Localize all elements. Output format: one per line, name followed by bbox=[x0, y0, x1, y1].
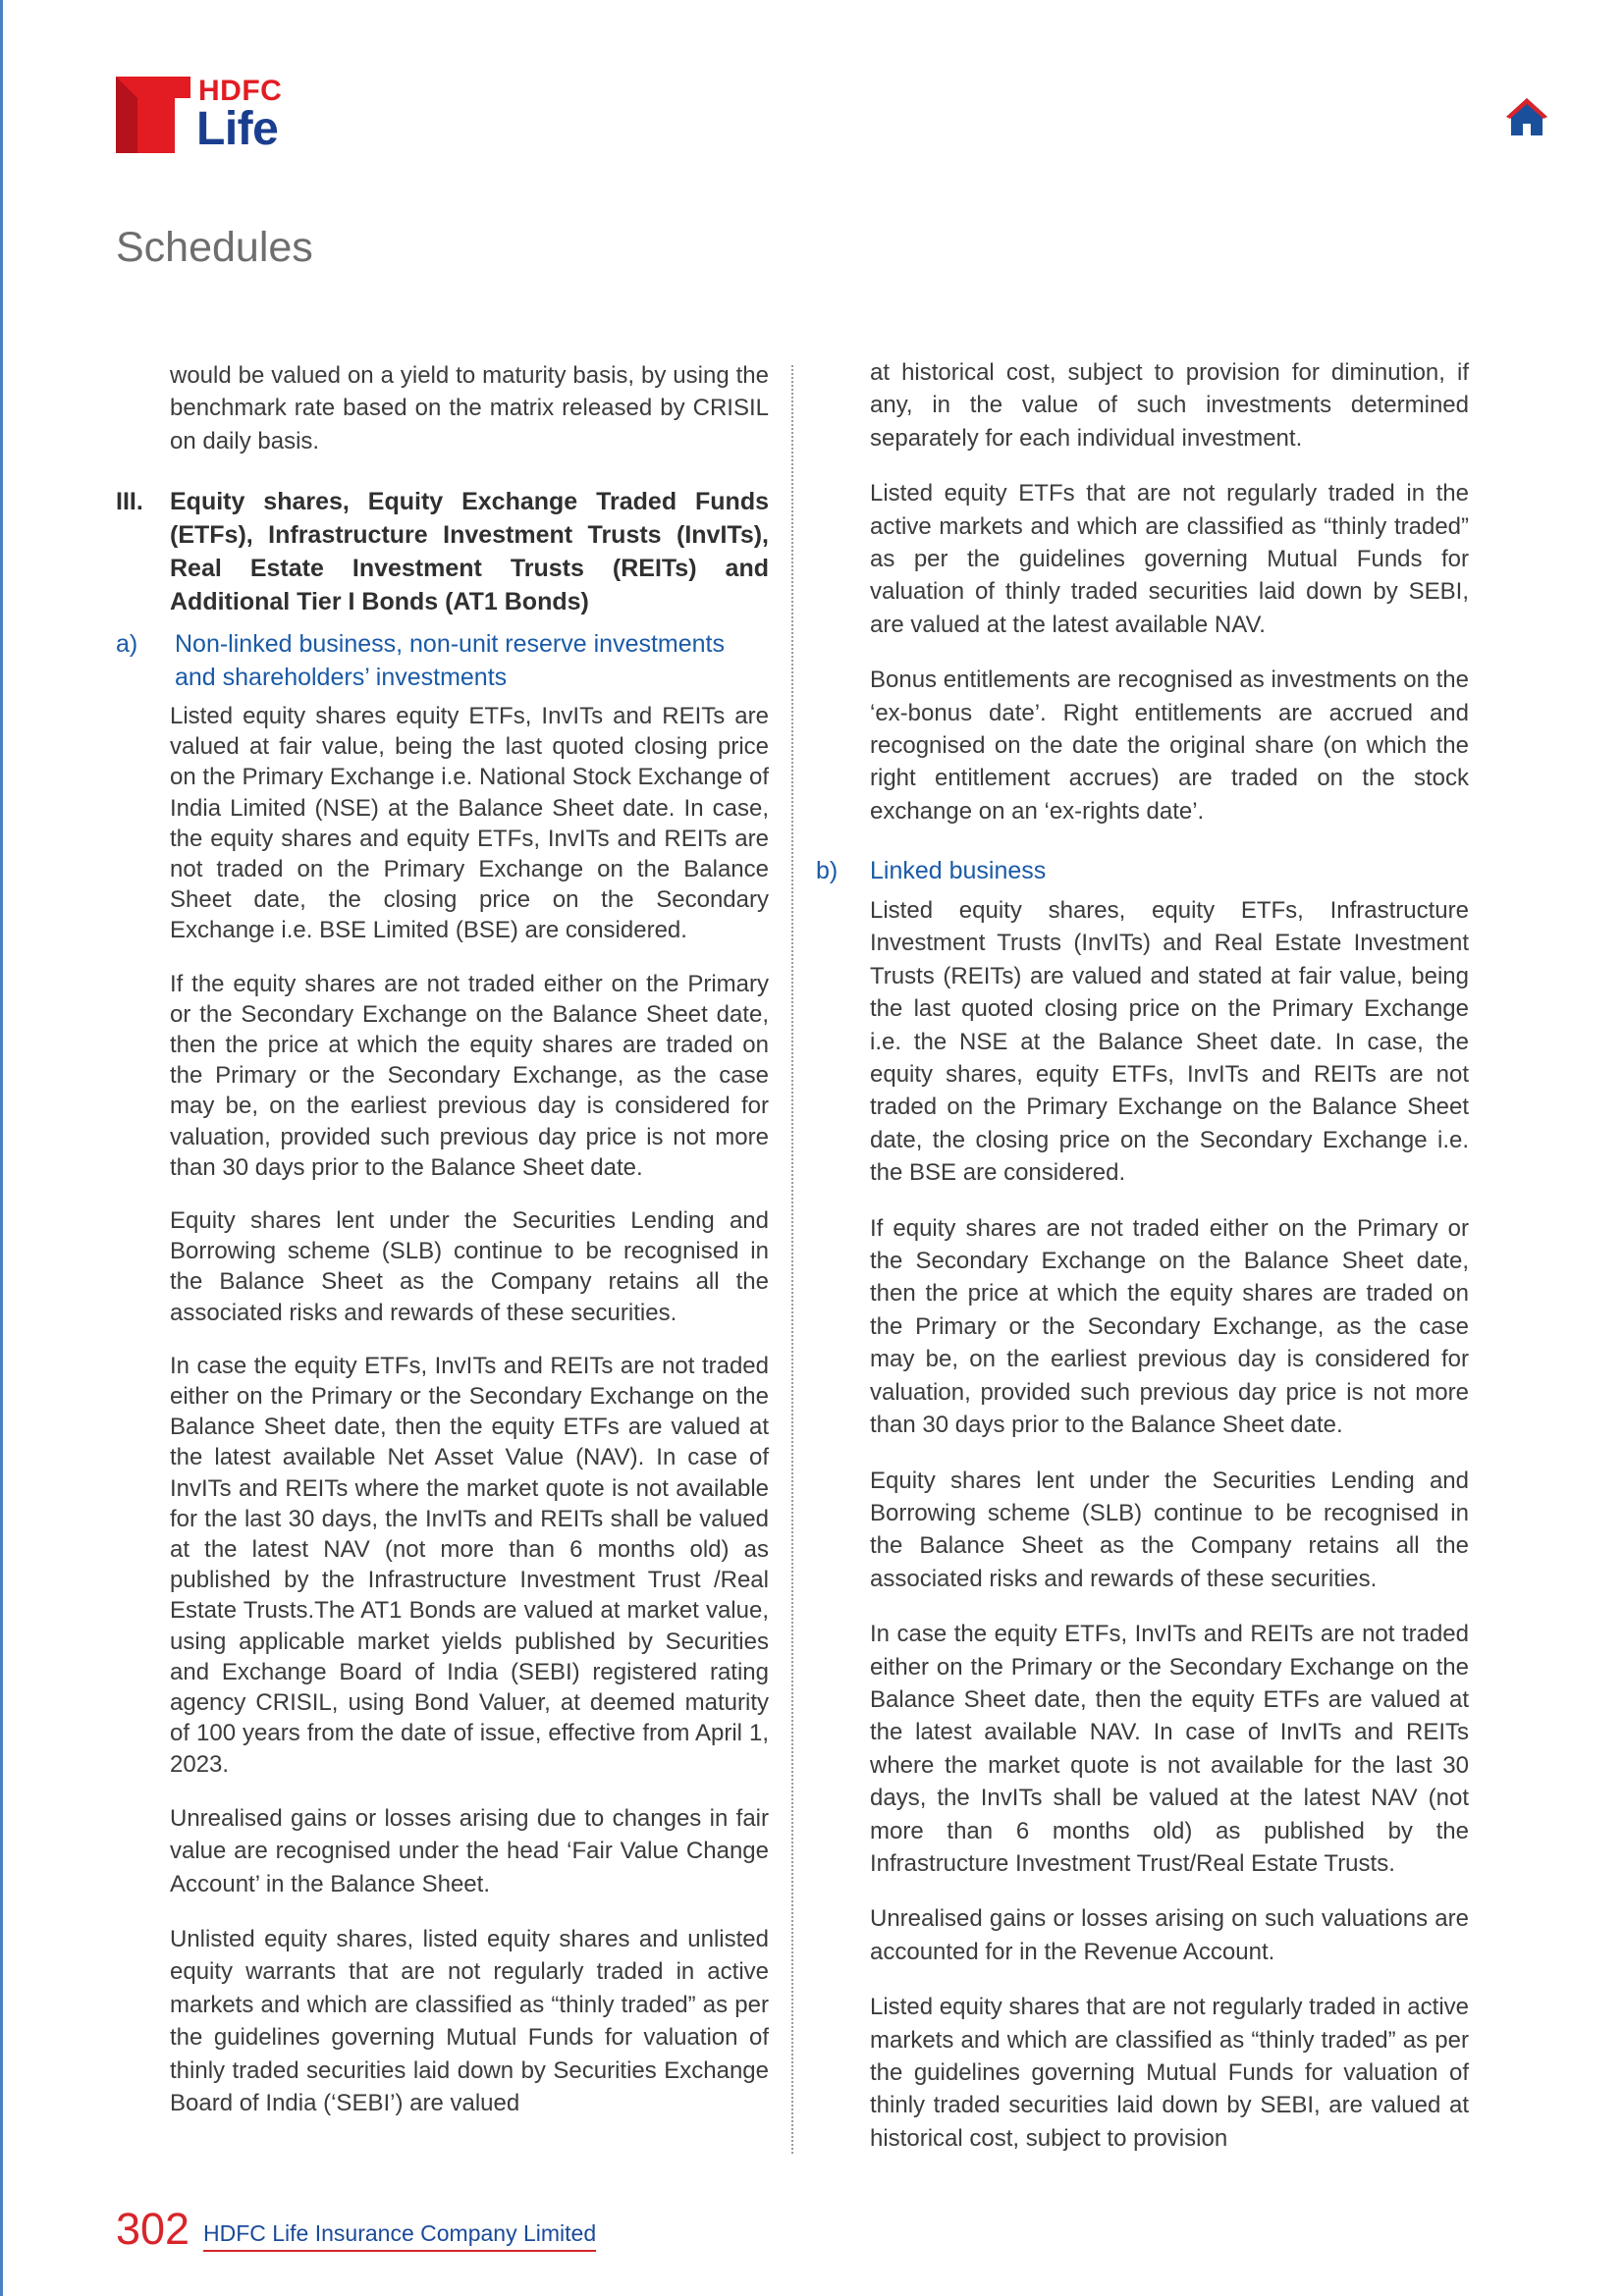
logo-text-hdfc: HDFC bbox=[198, 75, 283, 107]
body-paragraph: Listed equity ETFs that are not regularly traded in the active markets and which are classified as “thinly traded” as per the guidelines governing Mutual Funds for valuation of thinly traded securities laid down by SEBI, are valued at the latest available NAV. bbox=[870, 480, 1469, 638]
body-paragraph: Equity shares lent under the Securities Lending and Borrowing scheme (SLB) continue to be recognised in the Balance Sheet as the Company retains all the associated risks and rewards of these securities. bbox=[870, 1467, 1469, 1592]
column-divider bbox=[791, 365, 793, 2154]
footer-company-name: HDFC Life Insurance Company Limited bbox=[203, 2218, 596, 2252]
body-paragraph: at historical cost, subject to provision for diminution, if any, in the value of such investments determined separately for each individual investment. bbox=[870, 359, 1469, 452]
body-paragraph: Unrealised gains or losses arising due to changes in fair value are recognised under the head ‘Fair Value Change Account’ in the Balance Sheet. bbox=[170, 1804, 769, 1897]
left-column-body bbox=[170, 701, 769, 2142]
section-number: III. bbox=[116, 488, 143, 515]
hdfc-life-logo bbox=[116, 77, 312, 157]
subheading-a-title: Non-linked business, non-unit reserve investments and shareholders’ investments bbox=[175, 630, 725, 691]
page-edge-rule bbox=[0, 0, 3, 2296]
left-column-intro bbox=[170, 359, 769, 480]
body-paragraph: Bonus entitlements are recognised as investments on the ‘ex-bonus date’. Right entitlements are accrued and recognised on the date the original share (on which the right entitlement accrues) are traded on the stock exchange on an ‘ex-rights date’. bbox=[870, 667, 1469, 825]
subheading-b-label: b) bbox=[816, 857, 839, 884]
subheading-b bbox=[816, 854, 1464, 887]
section-heading bbox=[116, 485, 769, 618]
body-paragraph: Listed equity shares, equity ETFs, Infrastructure Investment Trusts (InvITs) and Real Estate Investment Trusts (REITs) are valued and stated at fair value, being the last quoted closing price on the Primary Exchange i.e. the NSE at the Balance Sheet date. In case, the equity shares, equity ETFs, InvITs and REITs are not traded on the Primary Exchange on the Balance Sheet date, the closing price on the Secondary Exchange i.e. the BSE are considered. bbox=[870, 897, 1469, 1187]
page-title: Schedules bbox=[116, 224, 313, 271]
home-icon[interactable] bbox=[1504, 96, 1549, 137]
body-paragraph: In case the equity ETFs, InvITs and REITs are not traded either on the Primary or the Secondary Exchange on the Balance Sheet date, then the equity ETFs are valued at the latest available NAV. In case of InvITs and REITs where the market quote is not available for the last 30 days, the InvITs shall be valued at the latest NAV (not more than 6 months old) as published by the Infrastructure Investment Trust/Real Estate Trusts. bbox=[870, 1621, 1469, 1877]
right-column-top bbox=[870, 356, 1469, 850]
body-paragraph: If the equity shares are not traded either on the Primary or the Secondary Exchange on the Balance Sheet date, then the price at which the equity shares are traded on the Primary or the Secondary Exchange, as the case may be, on the earliest previous day is considered for valuation, provided such previous day price is not more than 30 days prior to the Balance Sheet date. bbox=[170, 970, 769, 1181]
body-paragraph: Unlisted equity shares, listed equity shares and unlisted equity warrants that are not regularly traded in active markets and which are classified as “thinly traded” as per the guidelines governing Mutual Funds for valuation of thinly traded securities laid down by Securities Exchange Board of India (‘SEBI’) are valued bbox=[170, 1925, 769, 2116]
body-paragraph: Listed equity shares that are not regularly traded in active markets and which are classified as “thinly traded” as per the guidelines governing Mutual Funds for valuation of thinly traded securities laid down by SEBI, are valued at historical cost, subject to provision bbox=[870, 1994, 1469, 2152]
subheading-a-label: a) bbox=[116, 630, 138, 658]
body-paragraph: If equity shares are not traded either on the Primary or the Secondary Exchange on the Balance Sheet date, then the price at which the equity shares are traded on the Primary or the Secondary Exchange, as the case may be, on the earliest previous day is considered for valuation, provided such previous day price is not more than 30 days prior to the Balance Sheet date. bbox=[870, 1214, 1469, 1439]
right-column-body bbox=[870, 894, 1469, 2177]
intro-paragraph: would be valued on a yield to maturity basis, by using the benchmark rate based on the matrix released by CRISIL on daily basis. bbox=[170, 362, 769, 454]
body-paragraph: Unrealised gains or losses arising on such valuations are accounted for in the Revenue Account. bbox=[870, 1905, 1469, 1965]
logo-mark-icon bbox=[116, 77, 190, 153]
subheading-b-title: Linked business bbox=[870, 857, 1047, 884]
body-paragraph: Equity shares lent under the Securities Lending and Borrowing scheme (SLB) continue to be recognised in the Balance Sheet as the Company retains all the associated risks and rewards of these securities. bbox=[170, 1207, 769, 1326]
page-number: 302 bbox=[116, 2204, 190, 2254]
body-paragraph: Listed equity shares equity ETFs, InvITs and REITs are valued at fair value, being the last quoted closing price on the Primary Exchange i.e. National Stock Exchange of India Limited (NSE) at the Balance Sheet date. In case, the equity shares and equity ETFs, InvITs and REITs are not traded on the Primary Exchange on the Balance Sheet date, the closing price on the Secondary Exchange i.e. BSE Limited (BSE) are considered. bbox=[170, 703, 769, 944]
logo-text-life: Life bbox=[196, 103, 279, 155]
section-title: Equity shares, Equity Exchange Traded Funds (ETFs), Infrastructure Investment Trusts (InvITs), Real Estate Investment Trusts (REITs) and Additional Tier I Bonds (AT1 Bonds) bbox=[170, 488, 769, 615]
subheading-a bbox=[116, 627, 769, 694]
body-paragraph: In case the equity ETFs, InvITs and REITs are not traded either on the Primary or the Secondary Exchange on the Balance Sheet date, then the equity ETFs are valued at the latest available Net Asset Value (NAV). In case of InvITs and REITs where the market quote is not available for the last 30 days, the InvITs and REITs shall be valued at the latest NAV (not more than 6 months old) as published by the Infrastructure Investment Trust /Real Estate Trusts.The AT1 Bonds are valued at market value, using applicable market yields published by Securities and Exchange Board of India (SEBI) registered rating agency CRISIL, using Bond Valuer, at deemed maturity of 100 years from the date of issue, effective from April 1, 2023. bbox=[170, 1352, 769, 1778]
